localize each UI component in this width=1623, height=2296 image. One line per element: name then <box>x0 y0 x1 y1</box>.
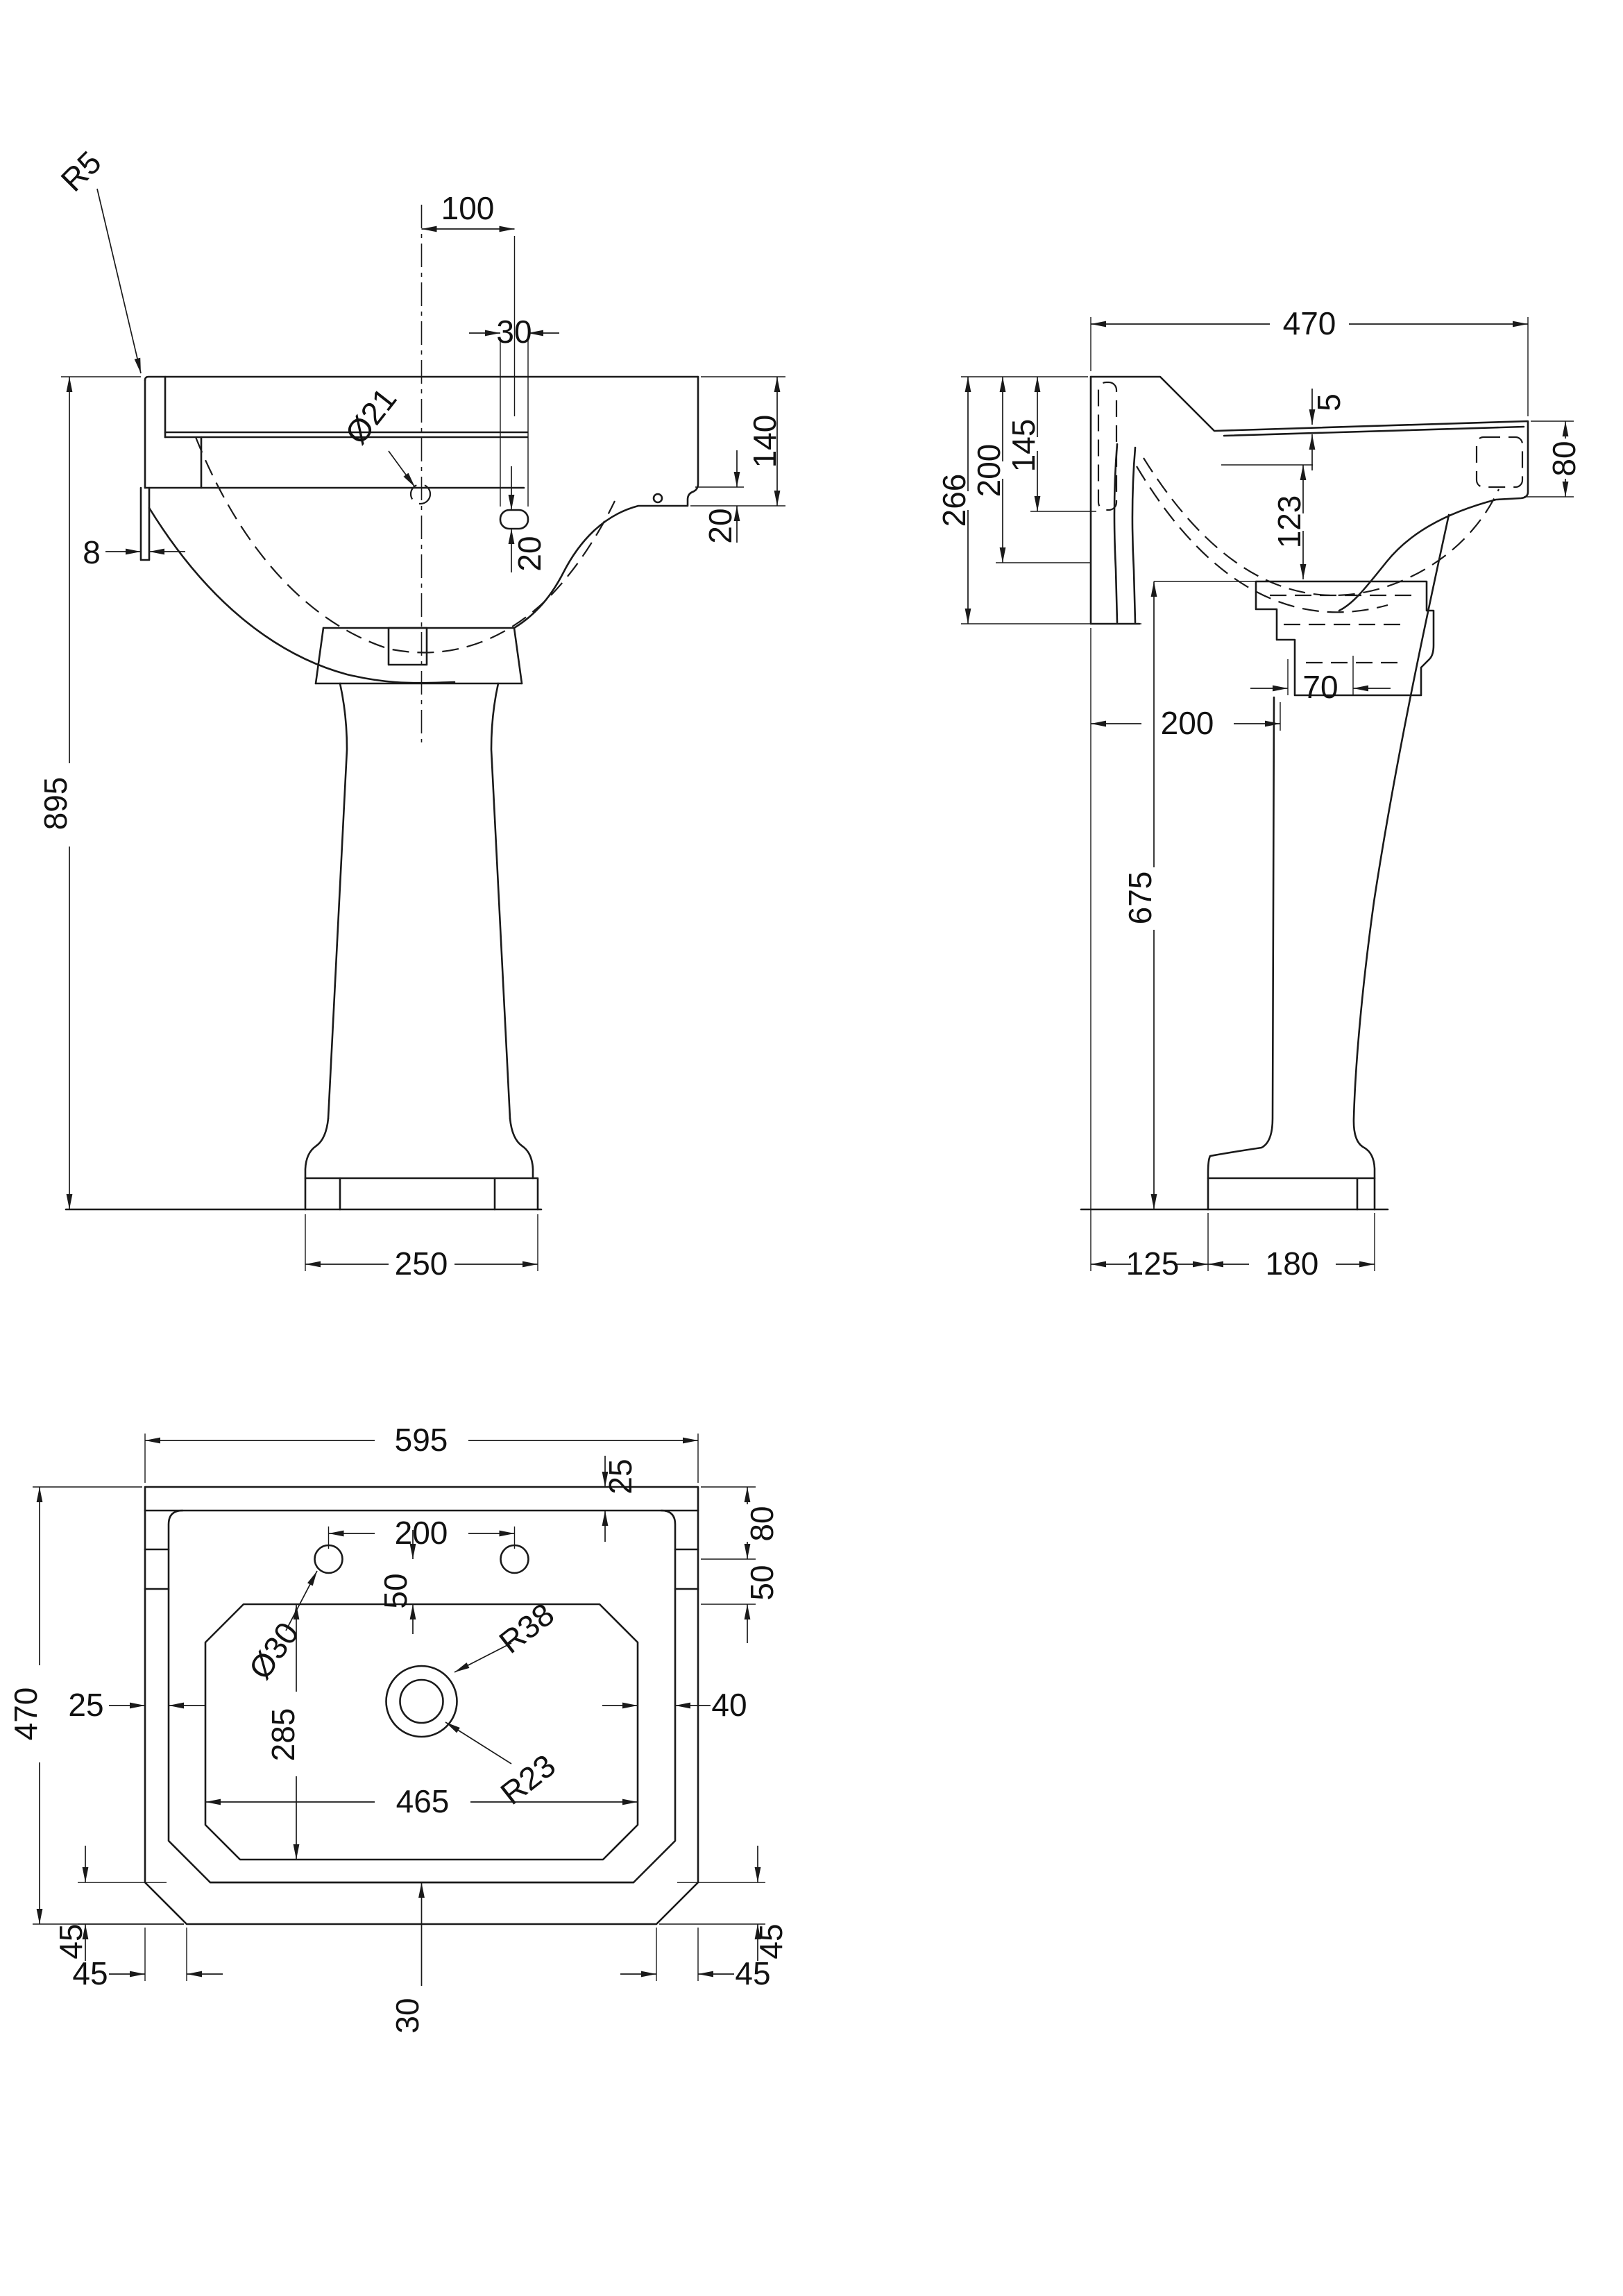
dim-front-slot-height: 20 <box>511 536 547 572</box>
dim-side-deck-thickness: 5 <box>1311 393 1347 411</box>
dim-front-slot-width: 30 <box>496 314 532 350</box>
dim-side-front-rim: 80 <box>1546 441 1582 477</box>
dim-front-back-lip: 8 <box>83 534 101 570</box>
dim-top-left-gap: 25 <box>68 1687 104 1723</box>
dim-front-corner-radius: R5 <box>53 144 108 198</box>
dim-top-tap-hole-dia: Ø30 <box>241 1615 306 1686</box>
dim-top-width: 595 <box>394 1422 448 1458</box>
dim-top-chamfer-h-right: 45 <box>735 1955 771 1991</box>
front-view <box>37 144 785 1282</box>
dim-side-trap-width: 70 <box>1302 669 1339 705</box>
top-view <box>8 1422 789 2034</box>
dim-side-back-height: 200 <box>971 443 1007 498</box>
dim-top-bowl-width: 465 <box>396 1783 450 1819</box>
dim-top-waste-outer: R38 <box>492 1595 561 1660</box>
dim-side-trap-offset: 200 <box>1160 705 1214 741</box>
dim-front-step: 20 <box>702 508 738 544</box>
dim-side-depth: 470 <box>1282 305 1336 341</box>
dim-side-outlet-height: 675 <box>1122 871 1158 925</box>
dim-top-bottom-gap: 30 <box>389 1998 425 2034</box>
dim-side-basin-height: 266 <box>936 473 972 527</box>
dim-side-bowl-depth: 123 <box>1271 495 1307 549</box>
dim-side-base-depth: 180 <box>1265 1245 1319 1282</box>
dim-front-tap-offset: 100 <box>441 190 495 226</box>
dim-top-holes-to-bowl: 50 <box>744 1565 780 1601</box>
dim-top-edge-to-holes: 80 <box>744 1506 780 1542</box>
dim-top-tap-centres: 200 <box>394 1515 448 1551</box>
dim-top-depth: 470 <box>8 1687 44 1741</box>
dim-top-chamfer-h-left: 45 <box>72 1955 108 1991</box>
dim-top-back-ledge: 25 <box>602 1459 638 1495</box>
dim-top-chamfer-v-right: 45 <box>753 1923 789 1959</box>
dim-front-overflow-dia: Ø21 <box>337 381 404 451</box>
side-view <box>936 305 1582 1282</box>
dim-top-waste-inner: R23 <box>493 1746 563 1812</box>
dim-top-bowl-length: 285 <box>265 1708 301 1762</box>
dim-top-centre-50: 50 <box>377 1573 414 1609</box>
dim-side-base-setback: 125 <box>1125 1245 1180 1282</box>
dim-front-total-height: 895 <box>37 776 74 831</box>
dim-top-right-gap: 40 <box>711 1687 747 1723</box>
dim-front-base-width: 250 <box>394 1245 448 1282</box>
dim-side-slot-height: 145 <box>1005 418 1042 473</box>
dim-front-rim-depth: 140 <box>747 414 783 468</box>
dim-top-chamfer-v-left: 45 <box>53 1923 89 1959</box>
